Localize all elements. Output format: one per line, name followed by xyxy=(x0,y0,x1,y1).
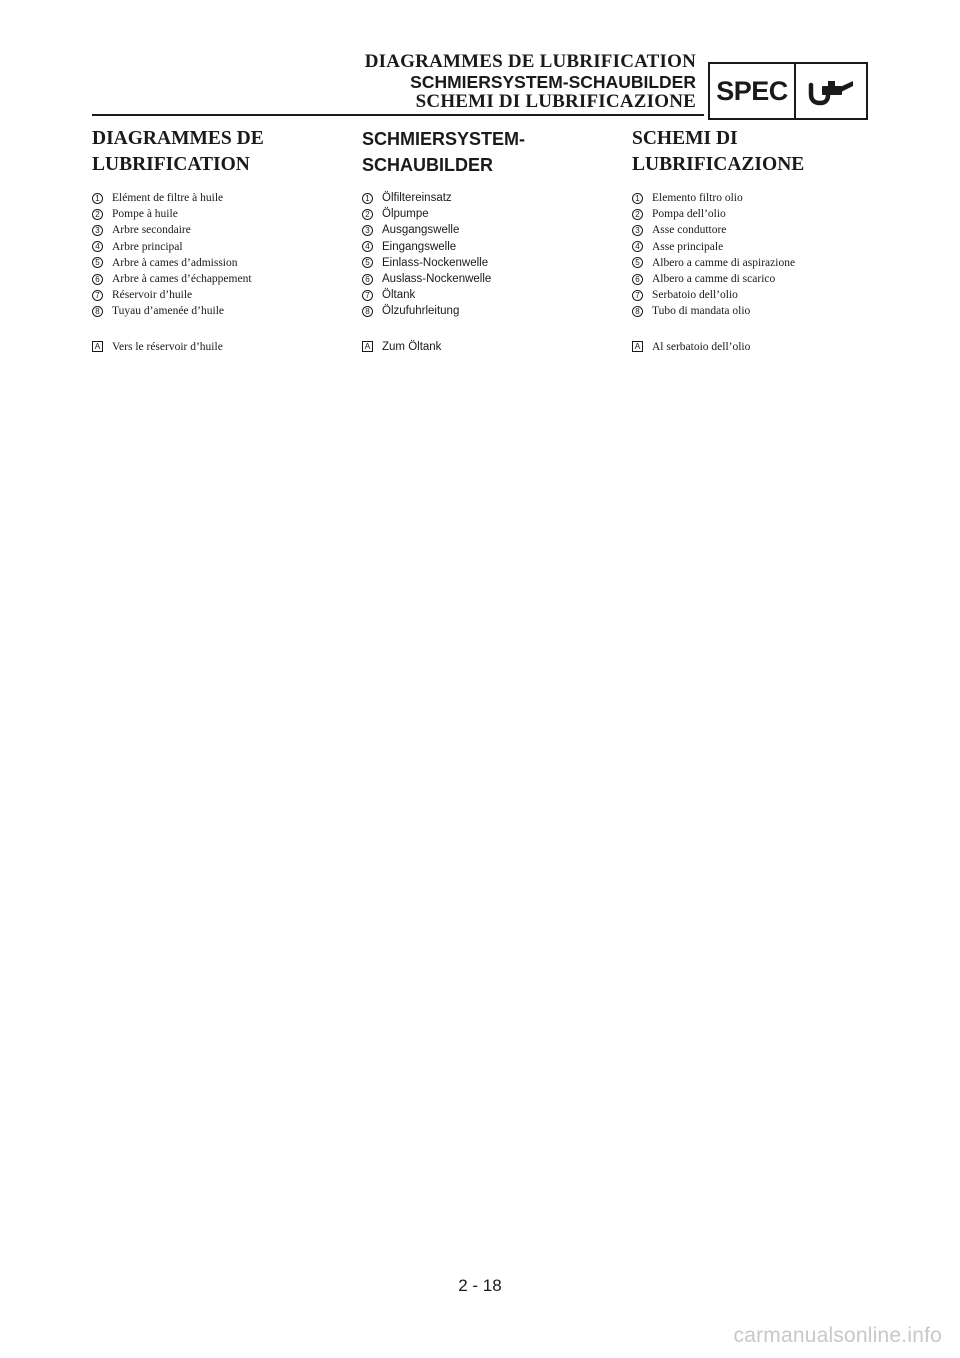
item-number: 8 xyxy=(362,306,373,317)
item-text: Elemento filtro olio xyxy=(652,192,743,205)
item-number: 5 xyxy=(632,257,643,268)
list-item xyxy=(92,239,352,255)
item-text: Ölfiltereinsatz xyxy=(382,192,452,205)
header-divider xyxy=(92,114,704,116)
list-item xyxy=(362,222,622,238)
list-item xyxy=(632,190,892,206)
item-number: 1 xyxy=(632,193,643,204)
column-title-line: DIAGRAMMES DE xyxy=(92,128,264,149)
item-text: Asse principale xyxy=(652,240,724,253)
note-text: Zum Öltank xyxy=(382,340,442,353)
item-number: 8 xyxy=(92,306,103,317)
item-text: Asse conduttore xyxy=(652,224,727,237)
item-number: 1 xyxy=(362,193,373,204)
list-item xyxy=(632,271,892,287)
column-title-de xyxy=(362,126,622,178)
item-text: Auslass-Nockenwelle xyxy=(382,273,492,286)
item-number: 7 xyxy=(632,290,643,301)
header-title-fr: DIAGRAMMES DE LUBRIFICATION xyxy=(364,51,696,72)
list-item xyxy=(362,287,622,303)
item-text: Eingangswelle xyxy=(382,240,457,253)
item-number: 6 xyxy=(362,274,373,285)
item-number: 5 xyxy=(92,257,103,268)
list-item xyxy=(632,206,892,222)
column-title-line: LUBRIFICAZIONE xyxy=(632,154,805,175)
list-item xyxy=(632,255,892,271)
oil-can-icon xyxy=(796,64,866,118)
item-text: Arbre à cames d’échappement xyxy=(112,273,252,286)
item-text: Albero a camme di aspirazione xyxy=(652,256,796,269)
spec-badge xyxy=(708,62,868,120)
item-number: 2 xyxy=(362,209,373,220)
list-item xyxy=(362,271,622,287)
note-item xyxy=(362,339,622,355)
item-text: Pompe à huile xyxy=(112,208,178,221)
item-text: Arbre à cames d’admission xyxy=(112,256,238,269)
column-title-line: SCHAUBILDER xyxy=(362,155,494,175)
column-french xyxy=(92,126,352,355)
list-item xyxy=(92,206,352,222)
list-item xyxy=(362,190,622,206)
watermark: carmanualsonline.info xyxy=(733,1324,942,1347)
list-item xyxy=(362,206,622,222)
list-item xyxy=(632,303,892,319)
item-text: Tuyau d’amenée d’huile xyxy=(112,305,224,318)
item-text: Albero a camme di scarico xyxy=(652,273,776,286)
item-number: 2 xyxy=(632,209,643,220)
item-text: Ölpumpe xyxy=(382,208,429,221)
column-title-fr xyxy=(92,126,352,178)
note-item xyxy=(92,339,352,355)
item-text: Ölzufuhrleitung xyxy=(382,305,460,318)
item-text: Arbre secondaire xyxy=(112,224,191,237)
header-title-de: SCHMIERSYSTEM-SCHAUBILDER xyxy=(410,72,696,92)
item-text: Serbatoio dell’olio xyxy=(652,289,738,302)
column-title-it xyxy=(632,126,892,178)
note-letter: A xyxy=(92,341,103,352)
parts-list xyxy=(92,190,352,320)
list-item xyxy=(92,271,352,287)
parts-list xyxy=(632,190,892,320)
note-letter: A xyxy=(362,341,373,352)
item-number: 3 xyxy=(632,225,643,236)
list-item xyxy=(92,255,352,271)
item-number: 7 xyxy=(92,290,103,301)
item-number: 3 xyxy=(92,225,103,236)
list-item xyxy=(92,190,352,206)
column-german xyxy=(362,126,622,355)
list-item xyxy=(632,222,892,238)
list-item xyxy=(92,287,352,303)
list-item xyxy=(92,222,352,238)
item-number: 4 xyxy=(632,241,643,252)
item-text: Öltank xyxy=(382,289,416,302)
list-item xyxy=(632,239,892,255)
item-text: Réservoir d’huile xyxy=(112,289,193,302)
item-number: 3 xyxy=(362,225,373,236)
list-item xyxy=(362,239,622,255)
item-text: Arbre principal xyxy=(112,240,183,253)
list-item xyxy=(632,287,892,303)
item-number: 1 xyxy=(92,193,103,204)
list-item xyxy=(92,303,352,319)
column-title-line: SCHEMI DI xyxy=(632,128,738,149)
item-number: 5 xyxy=(362,257,373,268)
section-header xyxy=(365,52,696,112)
item-text: Tubo di mandata olio xyxy=(652,305,751,318)
column-title-line: LUBRIFICATION xyxy=(92,154,250,175)
list-item xyxy=(362,303,622,319)
note-text: Al serbatoio dell’olio xyxy=(652,340,751,353)
note-text: Vers le réservoir d’huile xyxy=(112,340,223,353)
item-number: 6 xyxy=(632,274,643,285)
column-title-line: SCHMIERSYSTEM- xyxy=(362,129,526,149)
item-number: 6 xyxy=(92,274,103,285)
list-item xyxy=(362,255,622,271)
note-letter: A xyxy=(632,341,643,352)
item-number: 2 xyxy=(92,209,103,220)
note-item xyxy=(632,339,892,355)
header-title-it: SCHEMI DI LUBRIFICAZIONE xyxy=(415,91,696,112)
item-number: 8 xyxy=(632,306,643,317)
parts-list xyxy=(362,190,622,320)
item-text: Ausgangswelle xyxy=(382,224,460,237)
item-number: 4 xyxy=(362,241,373,252)
item-text: Einlass-Nockenwelle xyxy=(382,256,489,269)
column-italian xyxy=(632,126,892,355)
page-number: 2 - 18 xyxy=(458,1276,502,1295)
item-text: Elément de filtre à huile xyxy=(112,192,224,205)
item-text: Pompa dell’olio xyxy=(652,208,726,221)
item-number: 7 xyxy=(362,290,373,301)
spec-label: SPEC xyxy=(710,64,796,118)
item-number: 4 xyxy=(92,241,103,252)
